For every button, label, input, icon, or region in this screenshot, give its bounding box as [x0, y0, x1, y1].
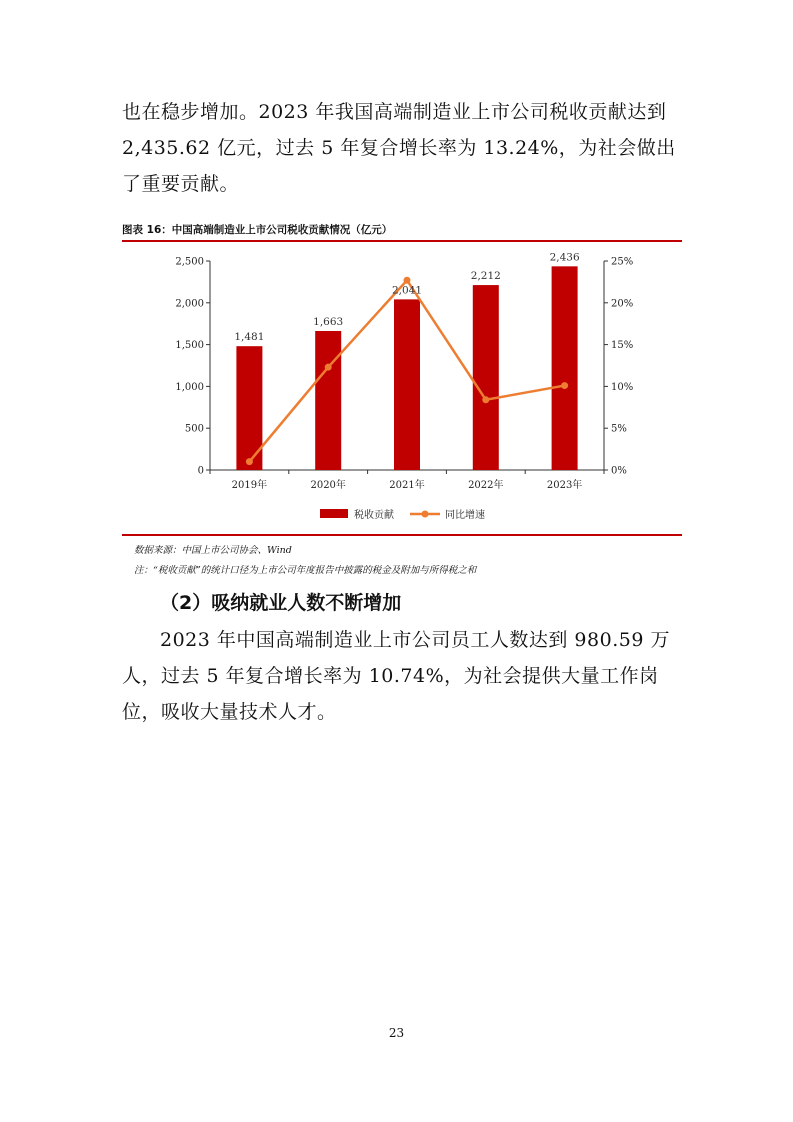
legend-bar-swatch	[320, 509, 348, 518]
bar	[473, 285, 499, 470]
section-heading: （2）吸纳就业人数不断增加	[160, 592, 402, 614]
chart-bars	[236, 266, 577, 470]
figure-source: 数据来源：中国上市公司协会、Wind	[134, 545, 292, 556]
right-tick-label: 15%	[611, 340, 634, 352]
bar	[552, 266, 578, 470]
left-tick-label: 1,500	[175, 340, 204, 352]
x-tick-label: 2020年	[310, 480, 346, 491]
growth-point	[325, 364, 332, 371]
bar-data-label: 2,041	[391, 284, 423, 297]
legend-bar-label: 税收贡献	[354, 510, 394, 521]
paragraph-bottom: 2023 年中国高端制造业上市公司员工人数达到 980.59 万人，过去 5 年复合增长率为 10.74%，为社会提供大量工作岗位，吸收大量技术人才。	[122, 629, 670, 723]
right-tick-label: 5%	[611, 423, 627, 435]
paragraph-top: 也在稳步增加。2023 年我国高端制造业上市公司税收贡献达到 2,435.62 亿元，过去 5 年复合增长率为 13.24%，为社会做出了重要贡献。	[122, 101, 676, 195]
page-number: 23	[388, 1026, 405, 1040]
bar-data-label: 2,212	[470, 270, 501, 283]
x-tick-label: 2022年	[468, 480, 504, 491]
figure-note: 注：“税收贡献”的统计口径为上市公司年度报告中披露的税金及附加与所得税之和	[134, 565, 477, 576]
growth-point	[482, 396, 489, 403]
growth-point	[246, 458, 253, 465]
bar	[394, 299, 420, 470]
left-tick-label: 1,000	[175, 381, 204, 393]
x-tick-label: 2023年	[546, 480, 583, 491]
right-tick-label: 25%	[611, 256, 634, 268]
right-tick-label: 0%	[611, 465, 627, 477]
tax-contribution-chart	[122, 244, 682, 534]
legend-line-marker	[422, 511, 429, 518]
x-tick-label: 2019年	[231, 480, 268, 491]
figure-caption: 图表 16：中国高端制造业上市公司税收贡献情况（亿元）	[122, 224, 393, 236]
right-tick-label: 10%	[611, 381, 634, 393]
growth-point	[561, 382, 568, 389]
figure-bottom-rule	[122, 534, 682, 536]
right-tick-label: 20%	[611, 298, 634, 310]
left-tick-label: 0	[197, 465, 204, 477]
left-tick-label: 500	[184, 423, 204, 435]
figure-top-rule	[122, 240, 682, 242]
bar	[315, 331, 341, 470]
bar-data-label: 2,436	[549, 251, 580, 264]
left-tick-label: 2,500	[175, 256, 204, 268]
legend-line-label: 同比增速	[445, 510, 485, 521]
bar-data-label: 1,663	[313, 315, 344, 328]
chart-legend	[320, 508, 485, 521]
left-tick-label: 2,000	[175, 298, 204, 310]
growth-point	[404, 277, 411, 284]
bar-data-label: 1,481	[234, 331, 265, 344]
x-tick-label: 2021年	[389, 480, 425, 491]
